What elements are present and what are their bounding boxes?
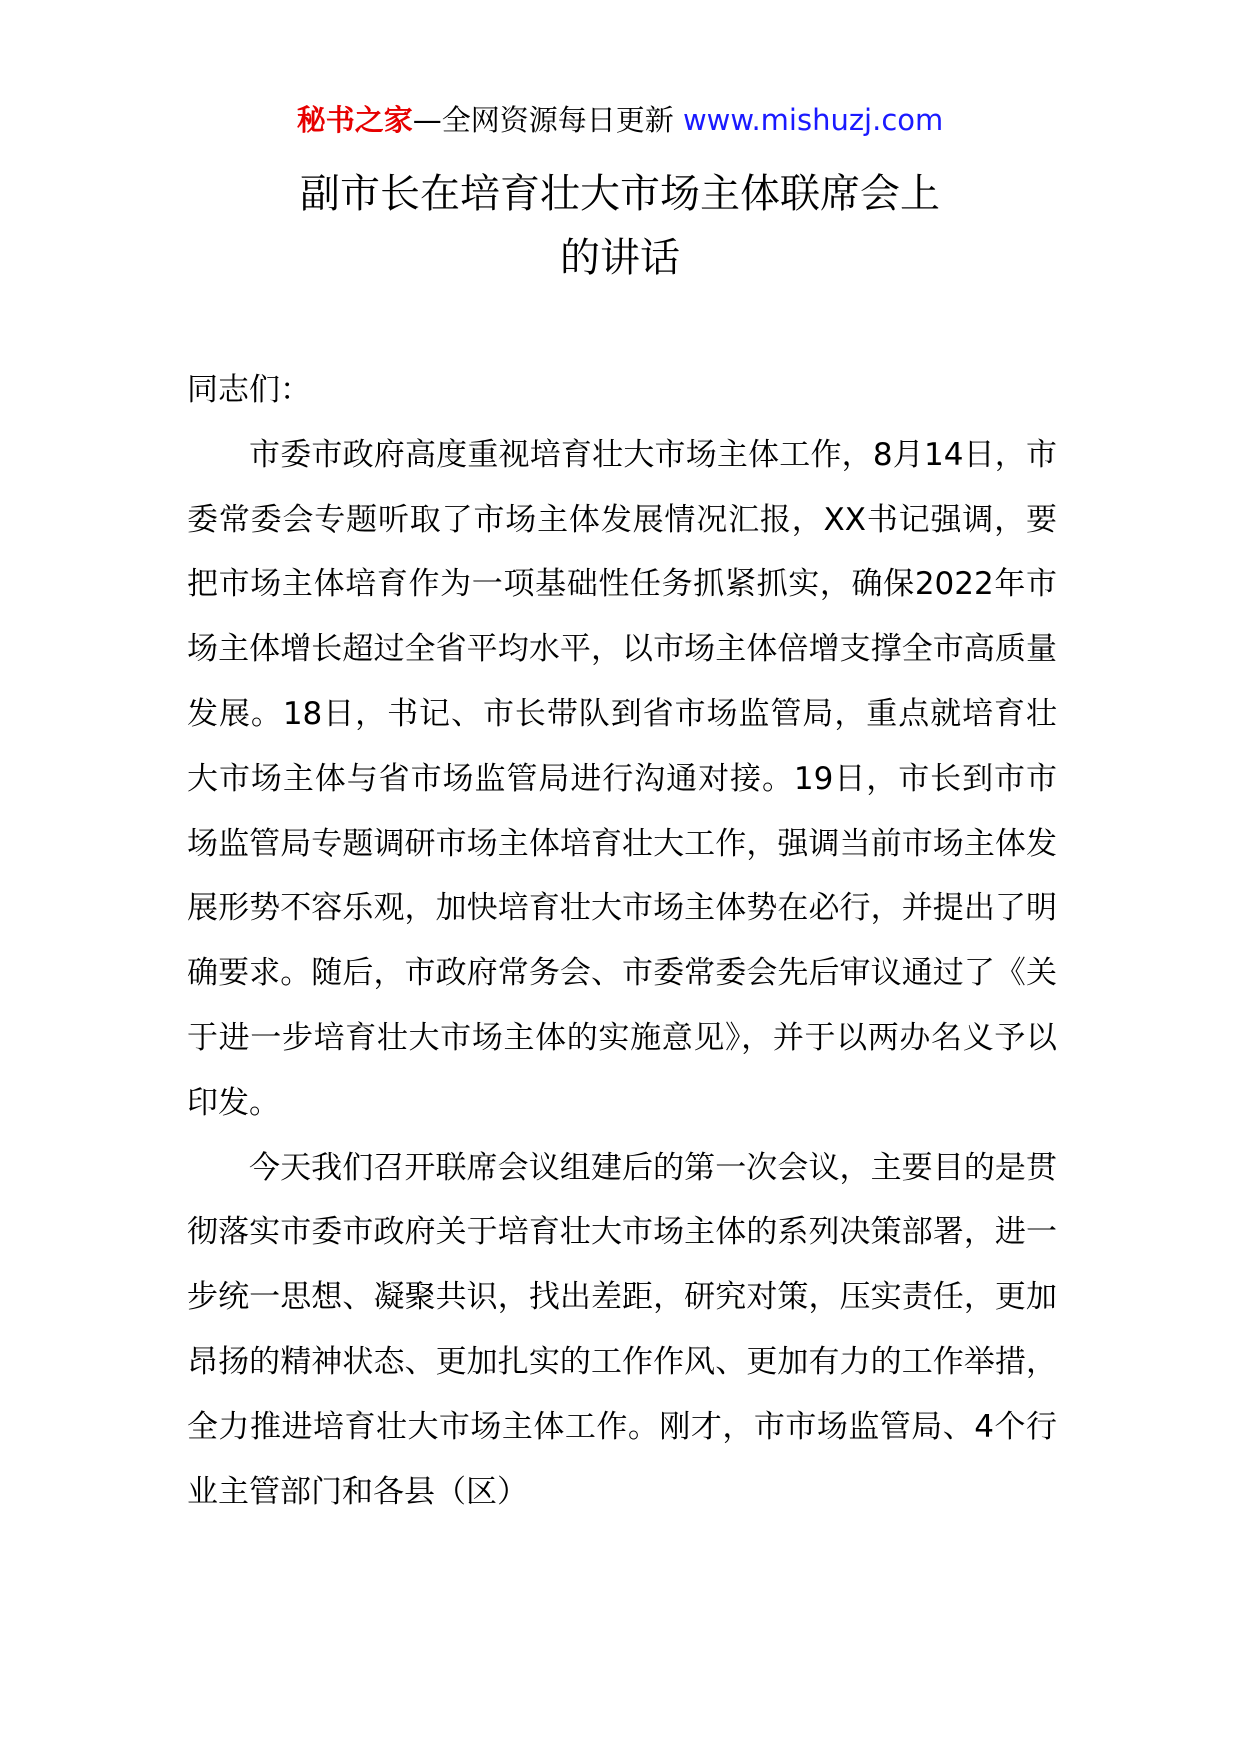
site-header <box>0 100 1240 140</box>
title-line-2: 的讲话 <box>560 235 680 281</box>
document-body <box>187 358 1057 1524</box>
title-line-1: 副市长在培育壮大市场主体联席会上 <box>300 171 940 217</box>
site-url: www.mishuzj.com <box>682 103 944 137</box>
header-tagline: —全网资源每日更新 <box>412 103 674 137</box>
body-paragraph: 市委市政府高度重视培育壮大市场主体工作，8月14日，市委常委会专题听取了市场主体发展情况汇报，XX书记强调，要把市场主体培育作为一项基础性任务抓紧抓实，确保2022年市场主体增长超过全省平均水平，以市场主体倍增支撑全市高质量发展。18日，书记、市长带队到省市场监管局，重点就培育壮大市场主体与省市场监管局进行沟通对接。19日，市长到市市场监管局专题调研市场主体培育壮大工作，强调当前市场主体发展形势不容乐观，加快培育壮大市场主体势在必行，并提出了明确要求。随后，市政府常务会、市委常委会先后审议通过了《关于进一步培育壮大市场主体的实施意见》，并于以两办名义予以印发。 <box>187 436 1057 1121</box>
brand-name: 秘书之家 <box>296 103 413 137</box>
salutation: 同志们： <box>187 372 311 408</box>
document-title <box>0 162 1240 290</box>
body-paragraph: 今天我们召开联席会议组建后的第一次会议，主要目的是贯彻落实市委市政府关于培育壮大市场主体的系列决策部署，进一步统一思想、凝聚共识，找出差距，研究对策，压实责任，更加昂扬的精神状态、更加扎实的工作作风、更加有力的工作举措，全力推进培育壮大市场主体工作。刚才，市市场监管局、4个行业主管部门和各县（区） <box>187 1149 1057 1510</box>
